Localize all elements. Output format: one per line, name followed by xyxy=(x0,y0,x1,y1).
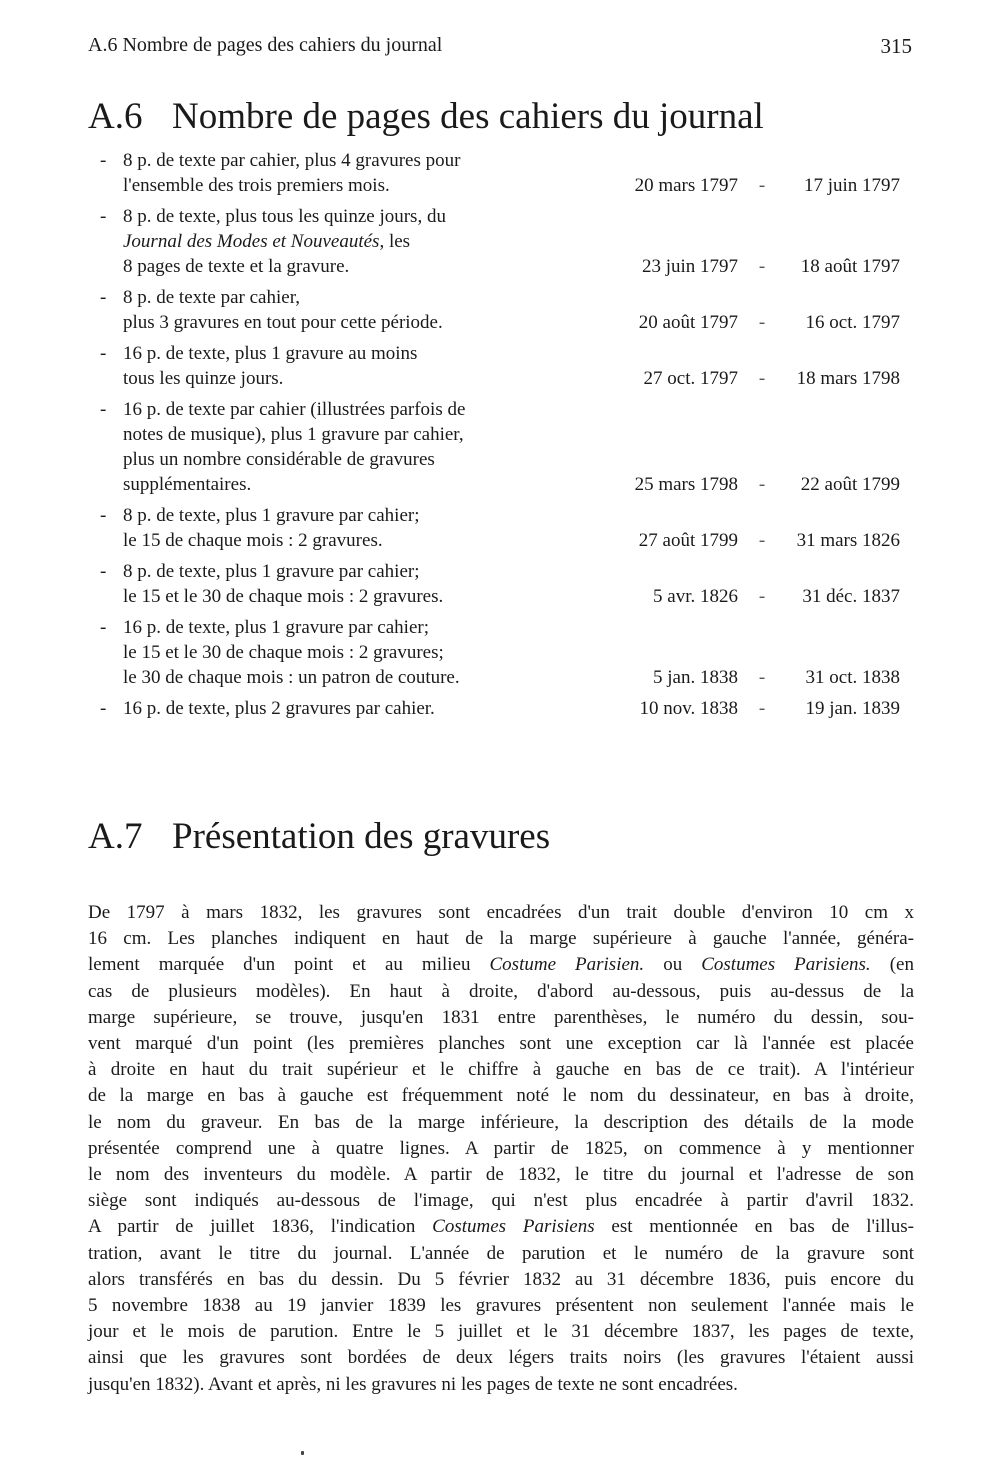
list-dash: - xyxy=(100,287,107,308)
entry-end-date: 18 août 1797 xyxy=(800,256,900,277)
paragraph-line: marge supérieure, se trouve, jusqu'en 1831 entre parenthèses, le numéro du dessin, sou- xyxy=(88,1006,914,1028)
paragraph-line: alors transférés en bas du dessin. Du 5 février 1832 au 31 décembre 1836, puis encore du xyxy=(88,1268,914,1290)
section-heading-a7 xyxy=(88,818,550,855)
entry-description-line: l'ensemble des trois premiers mois. xyxy=(123,175,390,196)
paragraph-line: tration, avant le titre du journal. L'année de parution et le numéro de la gravure sont xyxy=(88,1242,914,1264)
entry-description-line: 8 p. de texte, plus 1 gravure par cahier; xyxy=(123,561,420,582)
entry-end-date: 31 mars 1826 xyxy=(796,530,900,551)
entry-description-line: 8 p. de texte, plus tous les quinze jours, du xyxy=(123,206,446,227)
schedule-entry xyxy=(100,559,910,609)
entry-description xyxy=(123,341,583,391)
entry-description-line: notes de musique), plus 1 gravure par cahier, xyxy=(123,424,464,445)
date-range-separator: - xyxy=(758,368,766,389)
paragraph-line: A partir de juillet 1836, l'indication Costumes Parisiens est mentionnée en bas de l'illus- xyxy=(88,1216,914,1238)
schedule-entry xyxy=(100,204,910,279)
date-range-separator: - xyxy=(758,667,766,688)
entry-description xyxy=(123,204,583,279)
entry-description xyxy=(123,615,583,690)
schedule-entry xyxy=(100,615,910,690)
schedule-entry xyxy=(100,341,910,391)
paragraph-line: 16 cm. Les planches indiquent en haut de la marge supérieure à gauche l'année, généra- xyxy=(88,928,914,950)
entry-end-date: 22 août 1799 xyxy=(800,474,900,495)
list-dash: - xyxy=(100,505,107,526)
entry-description-line: 16 p. de texte par cahier (illustrées parfois de xyxy=(123,399,466,420)
date-range-separator: - xyxy=(758,474,766,495)
entry-description xyxy=(123,559,583,609)
date-range-separator: - xyxy=(758,698,766,719)
section-number: A.6 xyxy=(88,96,143,137)
section-number: A.7 xyxy=(88,816,143,857)
entry-description-line: 8 pages de texte et la gravure. xyxy=(123,256,350,277)
page-number: 315 xyxy=(880,34,912,58)
entry-start-date: 10 nov. 1838 xyxy=(639,698,738,719)
running-head-title: A.6 Nombre de pages des cahiers du journal xyxy=(88,34,443,56)
pages-schedule-list xyxy=(100,148,910,727)
paragraph-line: cas de plusieurs modèles). En haut à droite, d'abord au-dessous, puis au-dessus de la xyxy=(88,980,914,1002)
paragraph-line: ainsi que les gravures sont bordées de deux légers traits noirs (les gravures l'étaient aussi xyxy=(88,1347,914,1369)
entry-description-line: tous les quinze jours. xyxy=(123,368,284,389)
section-heading-a6 xyxy=(88,98,764,135)
schedule-entry xyxy=(100,397,910,497)
schedule-entry xyxy=(100,696,910,721)
paragraph-line: lement marquée d'un point et au milieu Costume Parisien. ou Costumes Parisiens. (en xyxy=(88,954,914,976)
entry-start-date: 20 août 1797 xyxy=(638,312,738,333)
paragraph-line: le nom des inventeurs du modèle. A partir de 1832, le titre du journal et l'adresse de son xyxy=(88,1164,914,1186)
paragraph-line: jusqu'en 1832). Avant et après, ni les gravures ni les pages de texte ne sont encadrées. xyxy=(88,1373,738,1395)
entry-end-date: 16 oct. 1797 xyxy=(805,312,900,333)
entry-description-line: le 30 de chaque mois : un patron de couture. xyxy=(123,667,460,688)
entry-start-date: 25 mars 1798 xyxy=(634,474,738,495)
entry-description-line: 16 p. de texte, plus 2 gravures par cahier. xyxy=(123,698,435,719)
entry-description-line: 16 p. de texte, plus 1 gravure par cahier; xyxy=(123,617,429,638)
entry-description-line: le 15 et le 30 de chaque mois : 2 gravures. xyxy=(123,586,444,607)
paragraph-line: vent marqué d'un point (les premières planches sont une exception car là l'année est placée xyxy=(88,1033,914,1055)
entry-description xyxy=(123,148,583,198)
entry-end-date: 19 jan. 1839 xyxy=(805,698,900,719)
entry-start-date: 20 mars 1797 xyxy=(634,175,738,196)
entry-start-date: 27 août 1799 xyxy=(638,530,738,551)
schedule-entry xyxy=(100,503,910,553)
list-dash: - xyxy=(100,617,107,638)
entry-description-line: plus un nombre considérable de gravures xyxy=(123,449,435,470)
date-range-separator: - xyxy=(758,312,766,333)
paragraph-line: le nom du graveur. En bas de la marge inférieure, la description des détails de la mode xyxy=(88,1111,914,1133)
entry-description-line: le 15 et le 30 de chaque mois : 2 gravures; xyxy=(123,642,444,663)
entry-description xyxy=(123,696,583,721)
body-paragraph xyxy=(88,900,914,1398)
date-range-separator: - xyxy=(758,586,766,607)
paragraph-line: à droite en haut du trait supérieur et le chiffre à gauche en bas de ce trait). A l'intérieur xyxy=(88,1059,914,1081)
entry-description xyxy=(123,397,583,497)
section-title: Présentation des gravures xyxy=(172,816,551,857)
paragraph-line: de la marge en bas à gauche est fréquemment noté le nom du dessinateur, en bas à droite, xyxy=(88,1085,914,1107)
paragraph-line: De 1797 à mars 1832, les gravures sont encadrées d'un trait double d'environ 10 cm x xyxy=(88,902,914,923)
list-dash: - xyxy=(100,343,107,364)
date-range-separator: - xyxy=(758,175,766,196)
entry-end-date: 18 mars 1798 xyxy=(796,368,900,389)
paragraph-line: 5 novembre 1838 au 19 janvier 1839 les gravures présentent non seulement l'année mais le xyxy=(88,1295,914,1317)
list-dash: - xyxy=(100,206,107,227)
entry-end-date: 31 oct. 1838 xyxy=(805,667,900,688)
entry-start-date: 5 avr. 1826 xyxy=(653,586,738,607)
date-range-separator: - xyxy=(758,530,766,551)
entry-end-date: 31 déc. 1837 xyxy=(802,586,900,607)
entry-description-line: 8 p. de texte par cahier, plus 4 gravures pour xyxy=(123,150,461,171)
entry-start-date: 23 juin 1797 xyxy=(641,256,738,277)
paragraph-line: présentée comprend une à quatre lignes. A partir de 1825, on commence à y mentionner xyxy=(88,1137,914,1159)
entry-description xyxy=(123,503,583,553)
entry-start-date: 5 jan. 1838 xyxy=(653,667,738,688)
schedule-entry xyxy=(100,285,910,335)
entry-description-line: 16 p. de texte, plus 1 gravure au moins xyxy=(123,343,418,364)
paragraph-line: siège sont indiqués au-dessous de l'image, qui n'est plus encadrée à partir d'avril 1832. xyxy=(88,1190,914,1212)
list-dash: - xyxy=(100,150,107,171)
scan-speck xyxy=(301,1451,304,1455)
list-dash: - xyxy=(100,698,107,719)
date-range-separator: - xyxy=(758,256,766,277)
entry-description-line: supplémentaires. xyxy=(123,474,252,495)
entry-description xyxy=(123,285,583,335)
schedule-entry xyxy=(100,148,910,198)
list-dash: - xyxy=(100,561,107,582)
entry-start-date: 27 oct. 1797 xyxy=(643,368,738,389)
section-title: Nombre de pages des cahiers du journal xyxy=(172,96,764,137)
entry-end-date: 17 juin 1797 xyxy=(803,175,900,196)
paragraph-line: jour et le mois de parution. Entre le 5 juillet et le 31 décembre 1837, les pages de texte, xyxy=(88,1321,914,1343)
entry-description-line: Journal des Modes et Nouveautés, les xyxy=(123,231,411,252)
list-dash: - xyxy=(100,399,107,420)
entry-description-line: le 15 de chaque mois : 2 gravures. xyxy=(123,530,383,551)
running-head xyxy=(88,30,916,64)
entry-description-line: 8 p. de texte par cahier, xyxy=(123,287,301,308)
entry-description-line: plus 3 gravures en tout pour cette période. xyxy=(123,312,443,333)
entry-description-line: 8 p. de texte, plus 1 gravure par cahier; xyxy=(123,505,420,526)
